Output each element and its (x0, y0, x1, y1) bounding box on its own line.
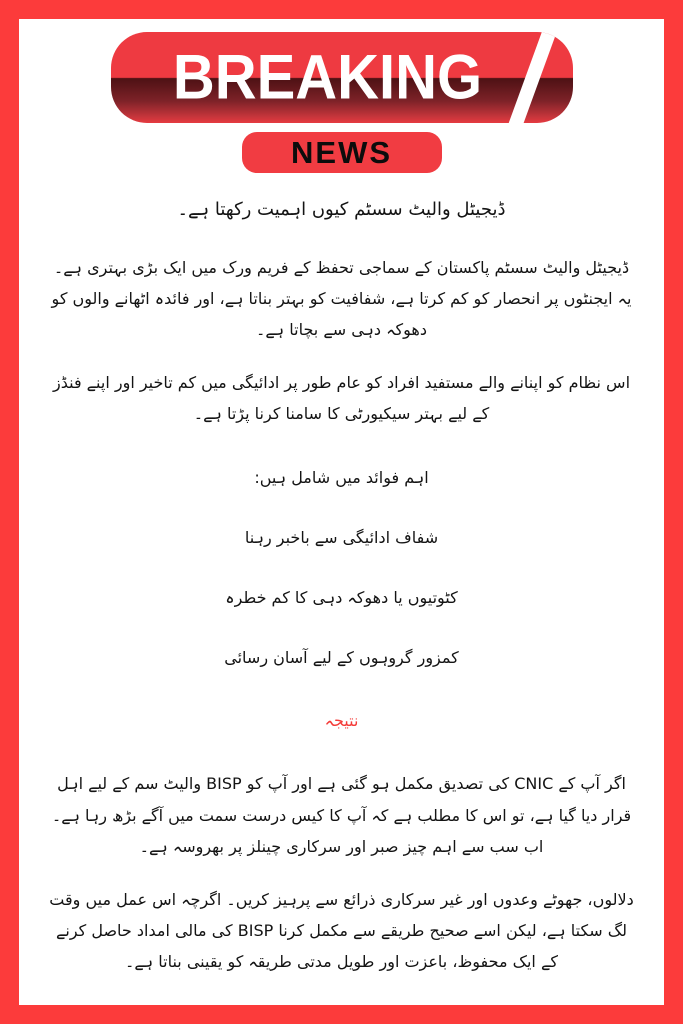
headline: ڈیجیٹل والیٹ سسٹم کیوں اہمیت رکھتا ہے۔ (177, 199, 506, 220)
conclusion-paragraph-2: دلالوں، جھوٹے وعدوں اور غیر سرکاری ذرائع سے پرہیز کریں۔ اگرچہ اس عمل میں وقت لگ سکتا ہے، لیکن اسے صحیح طریقے سے مکمل کرنا BISP کی مالی امداد حاصل کرنے کے ایک محفوظ، باعزت اور طویل مدتی طریقہ کو یقینی بناتا ہے۔ (49, 890, 634, 972)
benefit-item-1: شفاف ادائیگی سے باخبر رہنا (244, 527, 439, 547)
intro-paragraph-2: اس نظام کو اپنانے والے مستفید افراد کو عام طور پر ادائیگی میں کم تاخیر اور اپنے فنڈز کے لیے بہتر سیکیورٹی کا سامنا کرنا پڑتا ہے۔ (52, 373, 631, 424)
benefit-item-2: کٹوتیوں یا دھوکہ دہی کا کم خطرہ (225, 587, 458, 607)
breaking-pill (111, 32, 573, 123)
intro-paragraph-1: ڈیجیٹل والیٹ سسٹم پاکستان کے سماجی تحفظ کے فریم ورک میں ایک بڑی بہتری ہے۔ یہ ایجنٹوں پر انحصار کو کم کرتا ہے، شفافیت کو بہتر بناتا ہے، اور فائدہ اٹھانے والوں کو دھوکہ دہی سے بچاتا ہے۔ (51, 257, 632, 339)
benefit-item-3: کمزور گروہوں کے لیے آسان رسائی (224, 648, 459, 668)
breaking-news-logo (45, 32, 638, 173)
benefits-heading: اہم فوائد میں شامل ہیں: (254, 467, 429, 487)
slash-icon (505, 32, 557, 123)
news-label: NEWS (291, 135, 392, 170)
breaking-label: BREAKING (172, 41, 483, 113)
conclusion-paragraph-1: اگر آپ کے CNIC کی تصدیق مکمل ہو گئی ہے اور آپ کو BISP والیٹ سم کے لیے اہل قرار دیا گیا ہے، تو اس کا مطلب ہے کہ آپ کا کیس درست سمت میں آگے بڑھ رہا ہے۔ اب سب سے اہم چیز صبر اور سرکاری چینلز پر بھروسہ ہے۔ (51, 774, 632, 856)
conclusion-heading: نتیجہ (324, 711, 359, 731)
poster-content (19, 32, 664, 1018)
news-badge (242, 132, 442, 173)
